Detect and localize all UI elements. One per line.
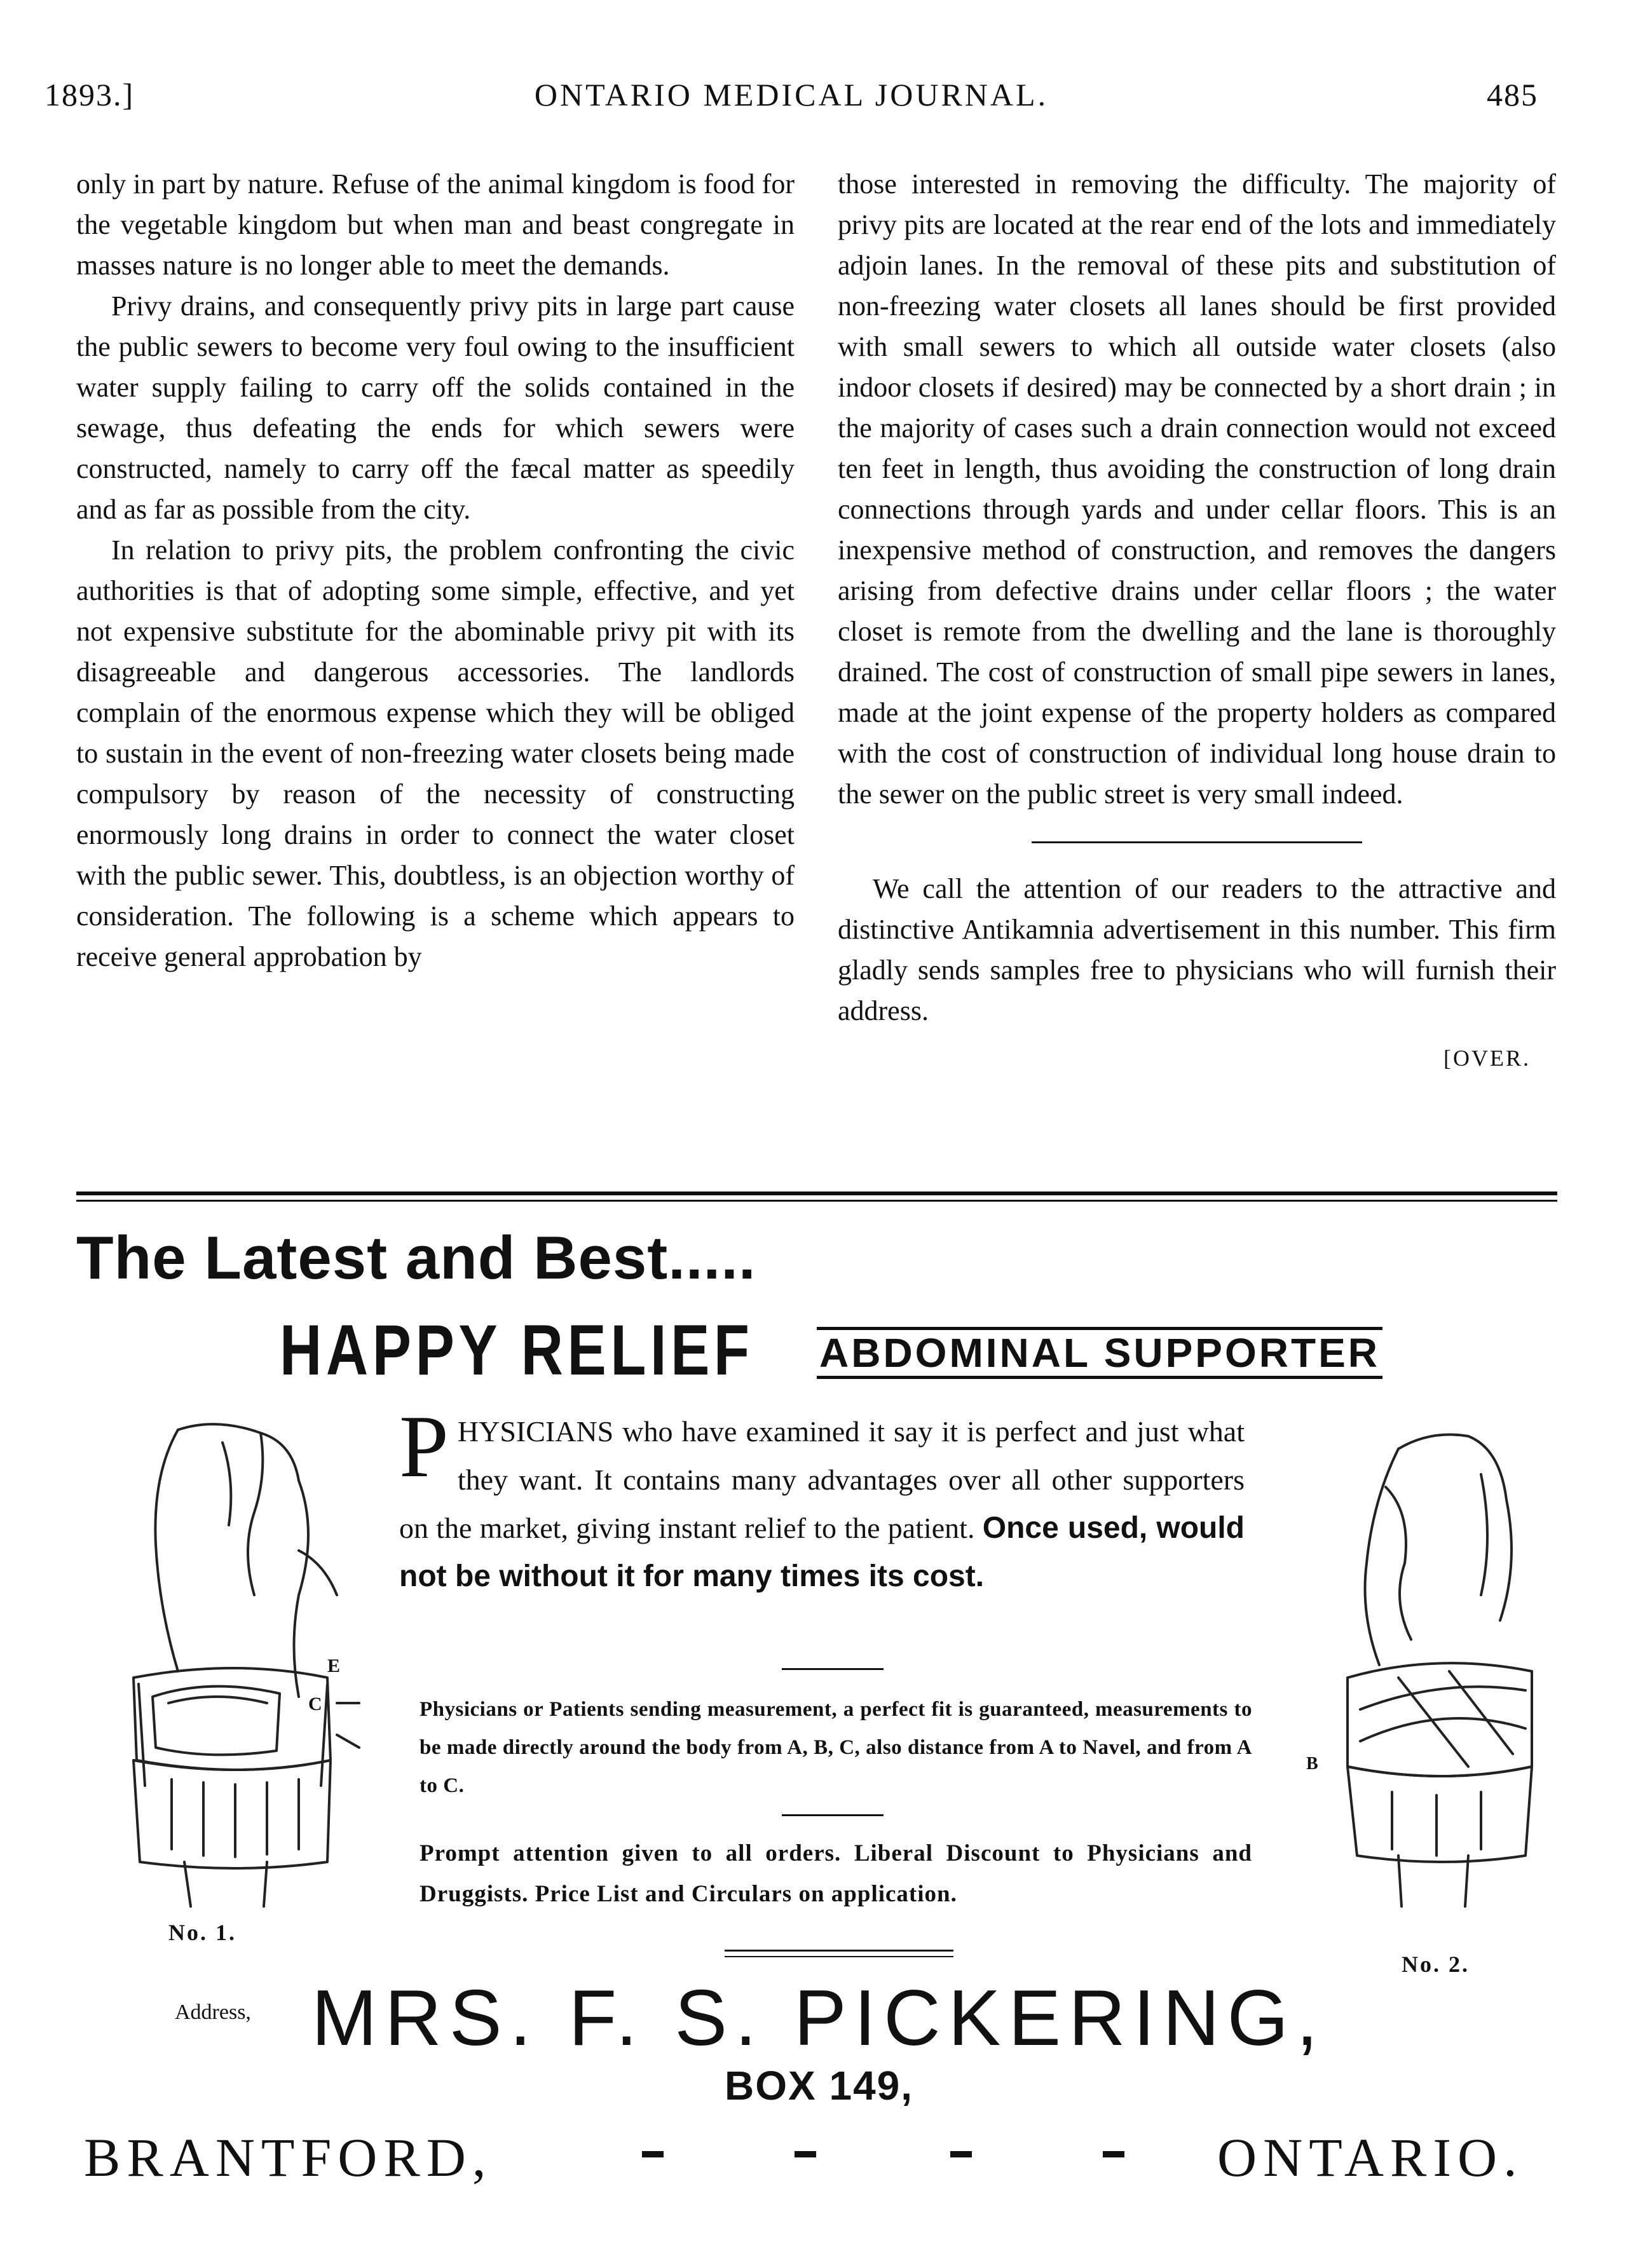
box-number: BOX 149,: [725, 2063, 914, 2108]
antikamnia-notice: We call the attention of our readers to the attractive and distinctive Antikamnia advertisement in this number. This firm gladly sends samples free to physicians who will furnish their address.: [838, 873, 1556, 1026]
paragraph: those interested in removing the difficulty. The majority of privy pits are located at the rear end of the lots and immediately adjoin lanes. In the removal of these pits and substitution of non-freezing water closets all lanes should be first provided with small sewers to which all outside water closets (also indoor closets if desired) may be connected by a short drain ; in the majority of cases such a drain connection would not exceed ten feet in length, thus avoiding the construction of long drain connections through yards and under cellar floors. This is an inexpensive method of construction, and removes the dangers arising from defective drains under cellar floors ; the water closet is remote from the dwelling and the lane is thoroughly drained. The cost of construction of small pipe sewers in lanes, made at the joint expense of the property holders as compared with the cost of construction of individual long house drain to the sewer on the public street is very small indeed.: [838, 168, 1556, 810]
journal-title: ONTARIO MEDICAL JOURNAL.: [534, 77, 1049, 112]
over-marker: [OVER.: [1443, 1045, 1531, 1071]
left-column: [76, 164, 795, 977]
right-column: [838, 164, 1556, 1078]
ad-body-text: HYSICIANS who have examined it say it is perfect and just what they want. It contains many advantages over all other supporters on the market, giving instant relief to the patient.: [399, 1415, 1245, 1544]
dash-separator: [1103, 2151, 1124, 2157]
short-divider: [1032, 841, 1362, 843]
paragraph: only in part by nature. Refuse of the animal kingdom is food for the vegetable kingdom but when man and beast congregate in masses nature is no longer able to meet the demands.: [76, 168, 795, 281]
dash-separator: [642, 2151, 664, 2157]
figure-2-label-b: B: [1306, 1754, 1320, 1774]
paragraph: In relation to privy pits, the problem confronting the civic authorities is that of adopting some simple, effective, and yet not expensive substitute for the abominable privy pit with its disagreeable and dangerous accessories. The landlords complain of the enormous expense which they will be obliged to sustain in the event of non-freezing water closets being made compulsory by reason of the necessity of constructing enormously long drains in order to connect the water closet with the public sewer. This, doubtless, is an objection worthy of consideration. The following is a scheme which appears to receive general approbation by: [76, 534, 795, 972]
header-year: 1893.]: [44, 77, 135, 112]
page-header: [44, 76, 1538, 127]
ad-headline: The Latest and Best.....: [76, 1224, 756, 1292]
section-rule-top: [76, 1192, 1557, 1195]
ad-divider-3b: [725, 1956, 953, 1957]
measurement-note: Physicians or Patients sending measurement, a perfect fit is guaranteed, measurements to be made directly around the body from A, B, C, also distance from A to Navel, and from A to C.: [420, 1698, 1252, 1797]
dash-separator: [950, 2151, 972, 2157]
ad-body-emphasis: Once used, would not be without it for many times its cost.: [399, 1511, 1245, 1593]
attention-note: Prompt attention given to all orders. Liberal Discount to Physicians and Druggists. Price List and Circulars on application.: [420, 1840, 1252, 1907]
drop-cap: P: [399, 1397, 449, 1496]
product-subtitle: ABDOMINAL SUPPORTER: [817, 1327, 1382, 1379]
address-label: Address,: [175, 2000, 251, 2024]
product-name: HAPPY RELIEF: [280, 1310, 754, 1390]
figure-2-illustration: [1322, 1411, 1564, 1951]
ad-divider-1: [782, 1668, 884, 1670]
figure-2-caption: No. 2.: [1402, 1952, 1470, 1977]
province: ONTARIO.: [1217, 2127, 1524, 2188]
dash-separator: [795, 2151, 816, 2157]
paragraph: Privy drains, and consequently privy pits in large part cause the public sewers to become very foul owing to the insufficient water supply failing to carry off the solids contained in the sewage, thus defeating the ends for which sewers were constructed, namely to carry off the fæcal matter as speedily and as far as possible from the city.: [76, 290, 795, 525]
ad-divider-2: [782, 1814, 884, 1816]
ad-body: [399, 1397, 1245, 1601]
figure-1-caption: No. 1.: [168, 1920, 236, 1945]
figure-1-label-c: C: [308, 1694, 324, 1715]
figure-1-label-e: E: [327, 1655, 343, 1676]
ad-divider-3a: [725, 1950, 953, 1952]
page-number: 485: [1487, 77, 1538, 112]
advertiser-name: MRS. F. S. PICKERING,: [311, 1974, 1326, 2062]
city: BRANTFORD,: [84, 2127, 493, 2188]
section-rule-bottom: [76, 1200, 1557, 1202]
